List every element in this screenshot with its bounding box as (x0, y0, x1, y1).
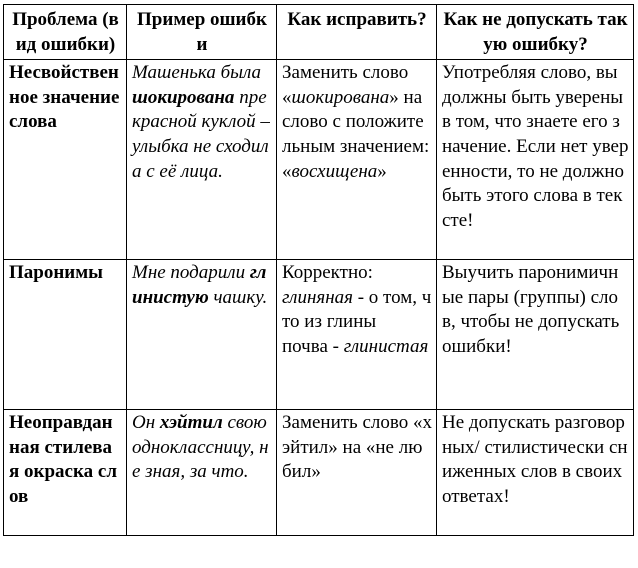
example-text: свою одноклассницу, не зная, за что. (132, 412, 269, 483)
example-cell (127, 260, 277, 410)
fix-cell (277, 260, 437, 410)
table-row (4, 260, 634, 410)
problem-cell: Паронимы (4, 260, 127, 410)
prevent-cell: Выучить паронимичные пары (группы) слов, чтобы не допускать ошибки! (437, 260, 634, 410)
header-row (4, 5, 634, 60)
table-row (4, 410, 634, 536)
example-error-word: глинистую (132, 262, 267, 308)
fix-text: » (377, 160, 387, 182)
example-text: прекрасной куклой – улыбка не сходила с её лица. (132, 86, 270, 182)
problem-cell: Неоправданная стилевая окраска слов (4, 410, 127, 536)
error-table (3, 4, 634, 536)
fix-text: - о том, что из глины (282, 286, 432, 333)
example-text: чашку. (208, 286, 268, 308)
example-cell (127, 60, 277, 260)
prevent-cell: Употребляя слово, вы должны быть уверены в том, что знаете его значение. Если нет уверенности, то не должно быть этого слова в тексте! (437, 60, 634, 260)
header-problem: Проблема (вид ошибки) (4, 5, 127, 60)
prevent-cell: Не допускать разговорных/ стилистически сниженных слов в своих ответах! (437, 410, 634, 536)
header-prevent: Как не допускать такую ошибку? (437, 5, 634, 60)
fix-text: почва - (282, 335, 344, 357)
example-cell (127, 410, 277, 536)
example-error-word: шокирована (132, 86, 235, 108)
header-example: Пример ошибки (127, 5, 277, 60)
fix-cell (277, 60, 437, 260)
table-row (4, 60, 634, 260)
header-fix: Как исправить? (277, 5, 437, 60)
fix-word: глинистая (343, 335, 429, 357)
fix-cell: Заменить слово «хэйтил» на «не любил» (277, 410, 437, 536)
fix-word: восхищена (291, 160, 378, 182)
fix-text: » на слово с положительным значением: « (282, 86, 430, 182)
fix-word: шокирована (291, 86, 390, 108)
fix-word: глиняная (282, 286, 353, 308)
problem-cell: Несвойственное значение слова (4, 60, 127, 260)
example-error-word: хэйтил (159, 412, 223, 434)
fix-text: Корректно: (282, 262, 373, 284)
example-text: Мне подарили (132, 262, 250, 284)
fix-text: Заменить слово « (282, 62, 409, 108)
example-text: Он (132, 412, 160, 434)
example-text: Машенька была (132, 62, 262, 84)
